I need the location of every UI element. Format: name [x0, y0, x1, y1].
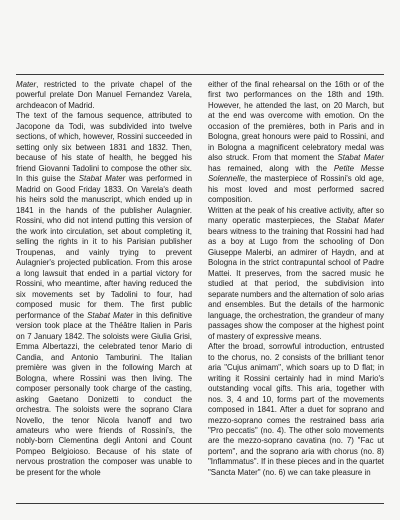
paragraph	[208, 80, 384, 206]
text-run: was performed in Madrid on Good Friday 1833. On Varela's death his heirs sold the manuscript, which ended up in 1841 in the hands of the publisher Aulagnier. Rossini, who did not intend putting this version of the work into circulation, set about completing it, selling the rights in it to his Parisian publisher Troupenas, and vainly trying to prevent Aulagnier's projected publication. From this arose a long lawsuit that ended in a partial victory for Rossini, who meantime, after having reduced the six movements set by Tadolini to four, had composed music for them. The first public performance of the	[16, 174, 192, 320]
right-column	[208, 80, 384, 502]
italic-title: Petite Messe Solennelle	[208, 163, 384, 184]
paragraph	[208, 206, 384, 342]
text-run: has remained, along with the	[208, 163, 334, 173]
italic-title: Stabat Mater	[335, 216, 384, 226]
italic-title: Mater	[16, 80, 37, 89]
paragraph	[16, 111, 192, 478]
text-run: either of the final rehearsal on the 16th or of the first two performances on the 18th and 19th. However, he attended the last, on 20 March, but at the end was overcome with emotion. On the occasion of the premières, both in Paris and in Bologna, great honours were paid to Rossini, and in Bologna a magnificent celebratory medal was also struck. From that moment the	[208, 80, 384, 163]
left-column	[16, 80, 192, 502]
top-rule	[16, 74, 384, 75]
paragraph: After the broad, sorrowful introduction, entrusted to the chorus, no. 2 consists of the brilliant tenor aria "Cujus animam", which soars up to D flat; in writing it Rossini certainly had in mind Mario's outstanding vocal gifts. This aria, together with nos. 3, 4 and 10, forms part of the movements composed in 1841. After a duet for soprano and mezzo-soprano comes the restrained bass aria "Pro peccatis" (no. 4). The other solo movements are the mezzo-soprano cavatina (no. 7) "Fac ut portem", and the soprano aria with chorus (no. 8) "Inflammatus". If in these pieces and in the quartet "Sancta Mater" (no. 6) we can take pleasure in	[208, 342, 384, 477]
text-run: Written at the peak of his creative activity, after so many operatic masterpieces, the	[208, 205, 384, 226]
text-run: The text of the famous sequence, attributed to Jacopone da Todi, was subdivided into twelve sections, of which, however, Rossini succeeded in setting only six between 1831 and 1832. Then, because of his state of health, he begged his friend Giovanni Tadolini to compose the other six. In this guise the	[16, 111, 192, 184]
bottom-rule	[16, 503, 384, 504]
text-run: , the masterpiece of Rossini's old age, his most loved and most performed sacred composition.	[208, 174, 384, 205]
text-run: in this definitive version took place at the Théâtre Italien in Paris on 7 January 1842. The soloists were Giulia Grisi, Emma Albertazzi, the celebrated tenor Mario di Candia, and Antonio Tamburini. The Italian première was given in the following March at Bologna, where Rossini was then living. The composer personally took charge of the casting, asking Gaetano Donizetti to conduct the orchestra. The soloists were the soprano Clara Novello, the tenor Nicola Ivanoff and two amateurs who were friends of Rossini's, the nobly-born Clementina degli Antoni and Count Pompeo Belgioioso. Because of his state of nervous prostration the composer was unable to be present for the whole	[16, 310, 192, 477]
italic-title: Stabat Mater	[78, 174, 126, 184]
text-run: bears witness to the training that Rossini had had as a boy at Lugo from the schooling of Don Giuseppe Malerbi, an admirer of Haydn, and at Bologna in the strict contrapuntal school of Padre Mattei. It preserves, from the sacred music he studied at that period, the subdivision into separate numbers and the alternation of solo arias and ensembles. But the details of the harmonic language, the orchestration, the grandeur of many passages show the composer at the highest point of mastery of expressive means.	[208, 226, 384, 341]
italic-title: Stabat Mater	[337, 153, 384, 163]
paragraph	[16, 80, 192, 111]
text-run: , restricted to the private chapel of the powerful prelate Don Manuel Fernandez Varela, archdeacon of Madrid.	[16, 80, 192, 110]
italic-title: Stabat Mater	[87, 310, 134, 320]
text-columns	[16, 80, 384, 502]
